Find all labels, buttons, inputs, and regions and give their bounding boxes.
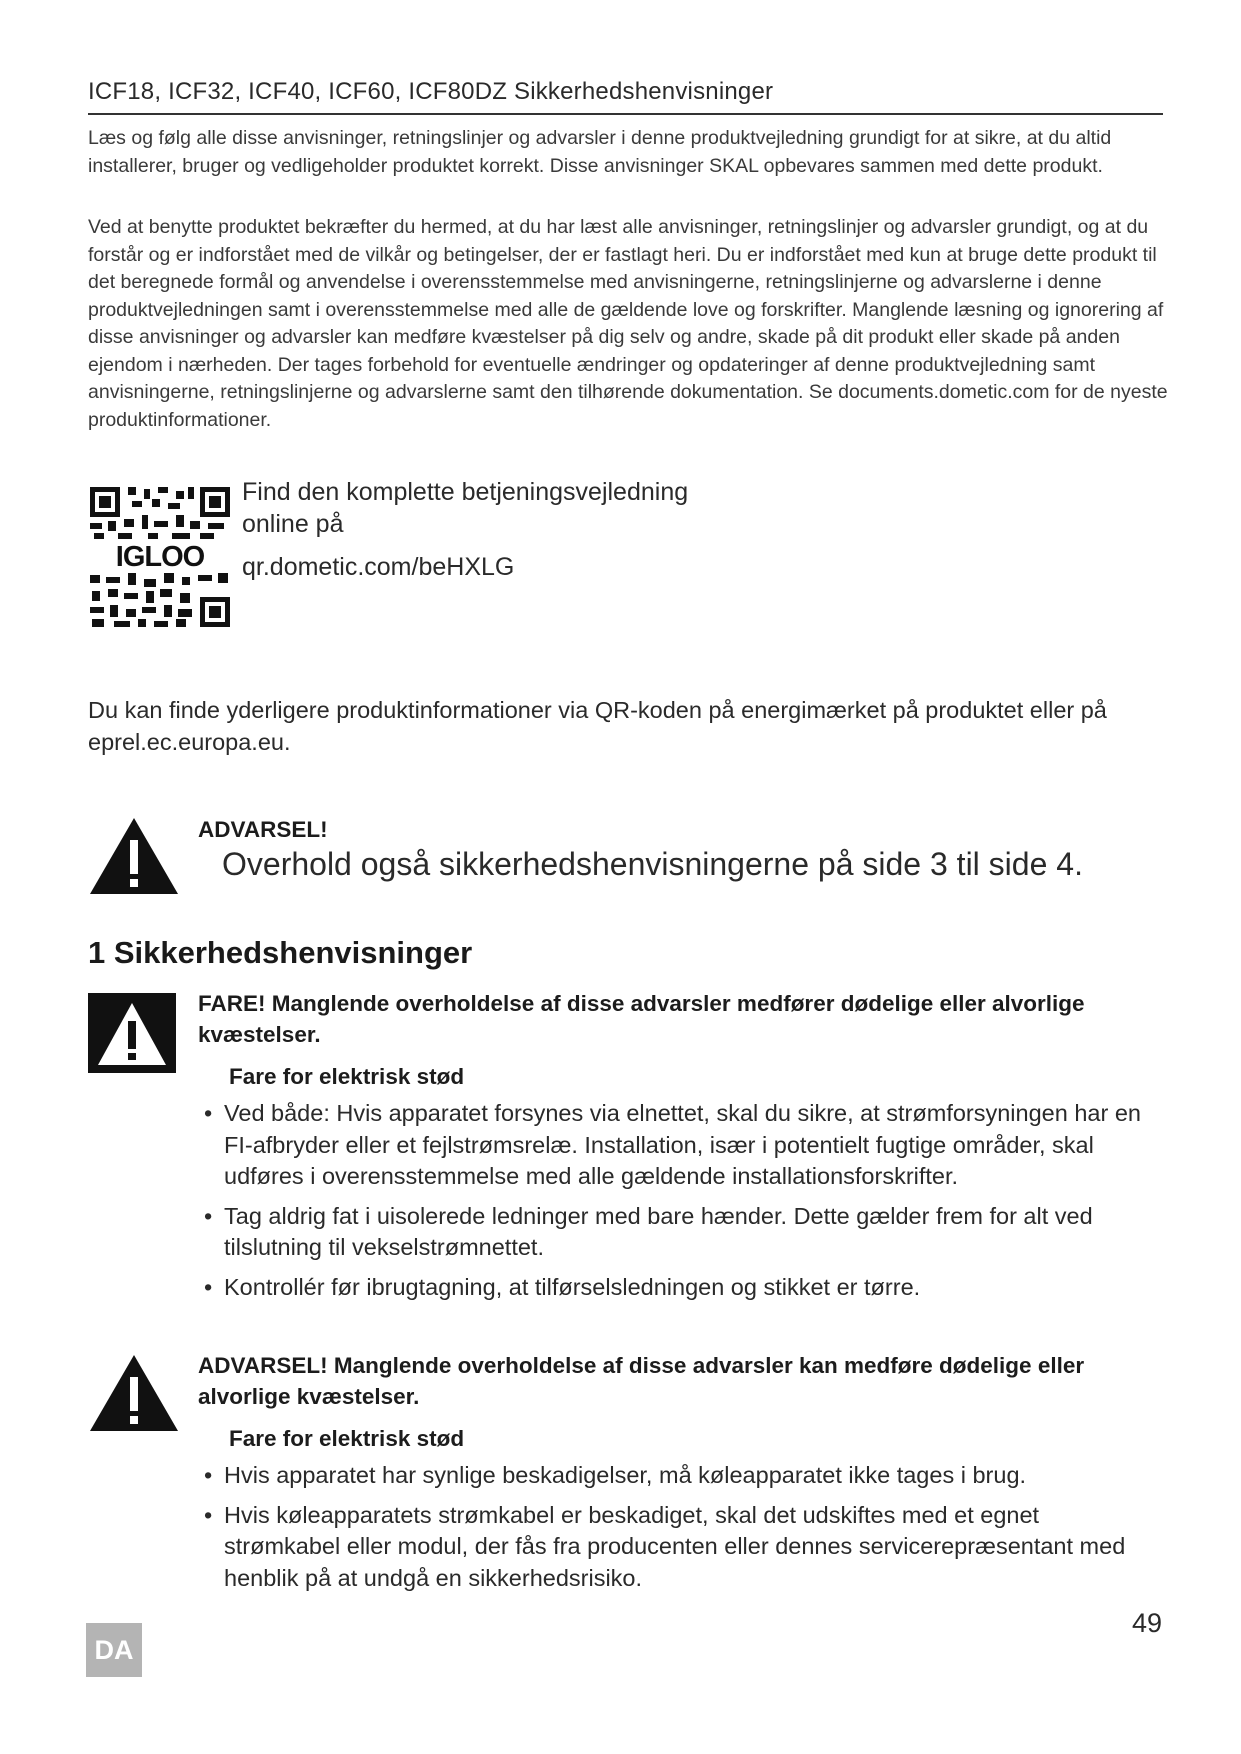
- danger-bullet-1: • Ved både: Hvis apparatet forsynes via elnettet, skal du sikre, at strømforsyningen har en FI-afbryder eller et fejlstrømsrelæ. Installation, især i potentielt fugtige områder, skal udføres i overensstemmelse med alle gældende installationsforskrifter.: [196, 1098, 1156, 1193]
- intro-paragraph-2: Ved at benytte produktet bekræfter du hermed, at du har læst alle anvisninger, retningslinjer og advarsler grundigt, og at du forstår og er indforstået med de vilkår og betingelser, der er fastlagt heri. Du er indforstået med kun at bruge dette produkt til det beregnede formål og anvendelse i overensstemmelse med anvisningerne, retningslinjerne og advarslerne i denne produktvejledningen samt i overensstemmelse med alle de gældende love og forskrifter. Manglende læsning og ignorering af disse anvisninger og advarsler kan medføre kvæstelser på dig selv og andre, skade på dit produkt eller skade på anden ejendom i nærheden. Der tages forbehold for eventuelle ændringer og opdateringer af denne produktvejledning samt anvisningerne, retningslinjerne og advarslerne samt den tilhørende dokumentation. Se documents.dometic.com for de nyeste produktinformationer.: [88, 216, 1168, 431]
- intro-paragraph-1: Læs og følg alle disse anvisninger, retningslinjer og advarsler i denne produktvejledning grundigt for at sikre, at du altid installerer, bruger og vedligeholder produktet korrekt. Disse anvisninger SKAL opbevares sammen med dette produkt.: [88, 127, 1112, 177]
- warning-top-text: Overhold også sikkerhedshenvisningerne på side 3 til side 4.: [222, 846, 1083, 882]
- header-rule: [88, 113, 1163, 115]
- language-badge: DA: [86, 1623, 142, 1677]
- qr-url-link[interactable]: qr.dometic.com/beHXLG: [242, 553, 515, 581]
- warning2-bullet-1: • Hvis apparatet har synlige beskadigelser, må køleapparatet ikke tages i brug.: [196, 1460, 1156, 1492]
- warning-triangle-icon: [88, 816, 180, 896]
- document-header: ICF18, ICF32, ICF40, ICF60, ICF80DZ Sikkerhedshenvisninger: [88, 78, 774, 105]
- warning2-subheading: Fare for elektrisk stød: [229, 1426, 465, 1451]
- danger-bullet-3: • Kontrollér før ibrugtagning, at tilførselsledningen og stikket er tørre.: [196, 1272, 1156, 1304]
- page-number: 49: [1131, 1608, 1162, 1638]
- eprel-paragraph: Du kan finde yderligere produktinformationer via QR-koden på energimærket på produktet eller på eprel.ec.europa.eu.: [88, 697, 1107, 755]
- warning2-bullet-2: • Hvis køleapparatets strømkabel er beskadiget, skal det udskiftes med et egnet strømkabel eller modul, der fås fra producenten eller dennes servicerepræsentant med henblik på at undgå en sikkerhedsrisiko.: [196, 1500, 1156, 1595]
- qr-line-2: online på: [242, 510, 344, 538]
- warning2-heading: ADVARSEL! Manglende overholdelse af disse advarsler kan medføre dødelige eller alvorlige kvæstelser.: [198, 1353, 1085, 1409]
- danger-heading: FARE! Manglende overholdelse af disse advarsler medfører dødelige eller alvorlige kvæstelser.: [198, 991, 1085, 1047]
- qr-line-1: Find den komplette betjeningsvejledning: [242, 478, 689, 506]
- warning-triangle-icon-2: [88, 1353, 180, 1433]
- warning-top-label: ADVARSEL!: [198, 817, 328, 842]
- section-title: 1 Sikkerhedshenvisninger: [88, 935, 473, 970]
- igloo-logo: IGLOO: [115, 541, 205, 573]
- qr-code[interactable]: [88, 485, 232, 629]
- danger-icon: [88, 993, 176, 1073]
- danger-bullet-list: [196, 1098, 1156, 1311]
- danger-bullet-2: • Tag aldrig fat i uisolerede ledninger med bare hænder. Dette gælder frem for alt ved tilslutning til vekselstrømnettet.: [196, 1201, 1156, 1264]
- danger-subheading: Fare for elektrisk stød: [229, 1064, 465, 1089]
- warning2-bullet-list: [196, 1460, 1156, 1602]
